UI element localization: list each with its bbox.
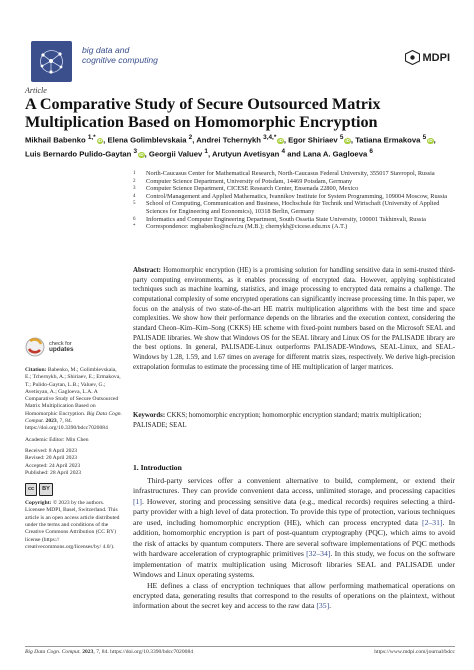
keywords bbox=[133, 411, 455, 430]
cc-icon: cc bbox=[25, 483, 37, 496]
keywords-label: Keywords: bbox=[133, 412, 166, 419]
orcid-icon[interactable]: iD bbox=[345, 137, 350, 143]
cc-license-badge[interactable] bbox=[25, 483, 123, 496]
abstract bbox=[133, 266, 455, 372]
published-date: Published: 28 April 2023 bbox=[25, 469, 82, 476]
citation-link[interactable]: [1] bbox=[133, 496, 142, 506]
citation-link[interactable]: [32–34] bbox=[306, 549, 331, 559]
journal-name: big data and cognitive computing bbox=[82, 45, 158, 65]
affiliation-item: 3 Computer Science Department, CICESE Research Center, Ensenada 22800, Mexico bbox=[133, 185, 359, 193]
author-name[interactable]: Lana A. Gagloeva bbox=[303, 149, 368, 159]
author-name[interactable]: Elena Golimblevskaia bbox=[107, 135, 187, 145]
section-title: 1. Introduction bbox=[133, 463, 182, 472]
academic-editor: Academic Editor: Min Chen bbox=[25, 436, 89, 443]
citation-link[interactable]: [2–31] bbox=[422, 517, 443, 527]
check-for-updates-button[interactable] bbox=[25, 337, 123, 357]
abstract-label: Abstract: bbox=[133, 267, 161, 274]
author-name[interactable]: Mikhail Babenko bbox=[25, 135, 86, 145]
revised-date: Revised: 20 April 2023 bbox=[25, 455, 78, 462]
paragraph: Third-party services offer a convenient alternative to build, complement, or extend their infrastructures. They can provide convenient data access, unlimited storage, and processing capacities [1]. However, storing and processing sensitive data (e.g., medical records) requires selecting a third-party provider with a high level of data protection. To provide this type of protection, various techniques are used, including homomorphic encryption (HE), which can process encrypted data [2–31]. In addition, homomorphic encryption is part of post-quantum cryptography (PQC), which aims to avoid the risk of attacks by quantum computers. There are several software implementations of PQC methods with hardware acceleration of cryptographic primitives [32–34]. In this study, we focus on the software implementation of matrix multiplication using Microsoft libraries SEAL and PALISADE under Windows and Linux operating systems. bbox=[133, 476, 455, 580]
check-updates-icon bbox=[25, 337, 45, 357]
article-type: Article bbox=[25, 86, 47, 95]
journal-logo-icon bbox=[31, 41, 72, 82]
author-name[interactable]: Georgii Valuev bbox=[148, 149, 203, 159]
paragraph: HE defines a class of encryption techniques that allow performing mathematical operations on encrypted data, generating results that correspond to the results of operations on the plaintext, without information about the secret key and access to the raw data [35]. bbox=[133, 580, 455, 611]
citation-link[interactable]: [35] bbox=[316, 601, 330, 611]
citation: Citation: Babenko, M.; Golimblevskaia, E.; Tchernykh, A.; Shiriaev, E.; Ermakova, T.; Pulido-Gaytan, L.B.; Valuev, G.; Avetisyan, A.; Gagloeva, L.A. A Comparative Study of Secure Outsourced Matrix Multiplication Based on Homomorphic Encryption. Big Data Cogn. Comput. 2023, 7, 84. https://doi.org/10.3390/bdcc7020084 bbox=[25, 367, 122, 432]
orcid-icon[interactable]: iD bbox=[97, 137, 103, 143]
orcid-icon[interactable]: iD bbox=[428, 137, 433, 143]
abstract-text: Homomorphic encryption (HE) is a promising solution for handling sensitive data in semi-trusted third-party computing environments, as it enables processing of encrypted data. However, applying sophisticated techniques such as machine learning, statistics, and image processing to encrypted data remains a challenge. The computational complexity of some encrypted operations can significantly increase processing time. In this paper, we focus on the analysis of two state-of-the-art HE matrix multiplication algorithms with the best time and space complexities. We show how their performance depends on the libraries and the execution context, considering the standard Cheon–Kim–Kim–Song (CKKS) HE scheme with fixed-point numbers based on the Microsoft SEAL and PALISADE libraries. We show that Windows OS for the SEAL library and Linux OS for the PALISADE library are the best options. In general, PALISADE-Linux outperforms PALISADE-Windows, SEAL-Linux, and SEAL-Windows by 1.28, 1.59, and 1.67 times on average for different matrix sizes, respectively. We derive high-precision extrapolation formulas to estimate the processing time of HE multiplication of larger matrices. bbox=[133, 267, 455, 371]
author-name[interactable]: Andrei Tchernykh bbox=[196, 135, 262, 145]
author-name[interactable]: Luis Bernardo Pulido-Gaytan bbox=[25, 149, 132, 159]
affiliation-item: 5 School of Computing, Communication and Business, Hochschule für Technik und Wirtschaft (University of Applied Sciences for Engineering and Economics), 10318 Berlin, Germany bbox=[133, 200, 440, 215]
check-for-text: check for bbox=[49, 340, 72, 347]
publisher-logo[interactable] bbox=[405, 50, 451, 65]
keywords-text: CKKS; homomorphic encryption; homomorphic encryption standard; matrix multiplication; PALISADE; SEAL bbox=[133, 412, 422, 429]
author-name[interactable]: Tatiana Ermakova bbox=[355, 135, 421, 145]
page-footer bbox=[25, 646, 455, 655]
affiliation-item: 6 Informatics and Computer Engineering Department, South Ossetia State University, 100001 Tskhinvali, Russia bbox=[133, 215, 426, 223]
affiliation-item: 4 Control/Management and Applied Mathematics, Ivannikov Institute for System Programming, 109004 Moscow, Russia bbox=[133, 192, 448, 200]
citation-doi-link[interactable]: , 7, 84. https://doi.org/10.3390/bdcc7020084 bbox=[25, 418, 108, 432]
affiliations bbox=[133, 170, 453, 231]
received-date: Received: 8 April 2023 bbox=[25, 447, 78, 454]
author-name[interactable]: Arutyun Avetisyan bbox=[212, 149, 280, 159]
affiliation-item: 2 Computer Science Department, University of Potsdam, 14469 Potsdam, Germany bbox=[133, 177, 353, 185]
mdpi-logo-icon bbox=[405, 50, 420, 65]
footer-citation: Big Data Cogn. Comput. 2023, 7, 84. https://doi.org/10.3390/bdcc7020084 bbox=[25, 649, 194, 655]
footer-journal-link[interactable]: https://www.mdpi.com/journal/bdcc bbox=[374, 649, 455, 655]
orcid-icon[interactable]: iD bbox=[139, 151, 144, 157]
correspondence: * Correspondence: mgbabenko@ncfu.ru (M.B.); chernykh@cicese.edu.mx (A.T.) bbox=[133, 223, 348, 231]
author-list: Mikhail Babenko $^{1,*}$ iD, Elena Golimblevskaia $^2$, Andrei Tchernykh $^{3,4,*}$ iD, Egor Shiriaev $^5$ iD, Tatiana Ermakova $^5$ iD, Luis Bernardo Pulido-Gaytan $^3$ iD, Georgii Valuev $^1$, Arutyun Avetisyan $^4$ and Lana A. Gagloeva $^6$ bbox=[25, 134, 436, 159]
paper-title: A Comparative Study of Secure Outsourced Matrix Multiplication Based on Homomorphic Encryption bbox=[25, 95, 381, 131]
publisher-name: MDPI bbox=[422, 51, 450, 64]
affiliation-item: 1 North-Caucasus Center for Mathematical Research, North-Caucasus Federal University, 355017 Stavropol, Russia bbox=[133, 170, 435, 177]
by-icon: BY bbox=[39, 483, 53, 496]
orcid-icon[interactable]: iD bbox=[278, 137, 283, 143]
author-name[interactable]: Egor Shiriaev bbox=[288, 135, 338, 145]
sidebar bbox=[25, 337, 123, 551]
accepted-date: Accepted: 24 April 2023 bbox=[25, 462, 81, 469]
introduction-body bbox=[133, 476, 455, 612]
copyright: Copyright: © 2023 by the authors. Licensee MDPI, Basel, Switzerland. This article is an open access article distributed under the terms and conditions of the Creative Commons Attribution (CC BY) license (https:// creativecommons.org/licenses/by/ 4.0/). bbox=[25, 500, 120, 550]
updates-text: updates bbox=[49, 346, 74, 353]
